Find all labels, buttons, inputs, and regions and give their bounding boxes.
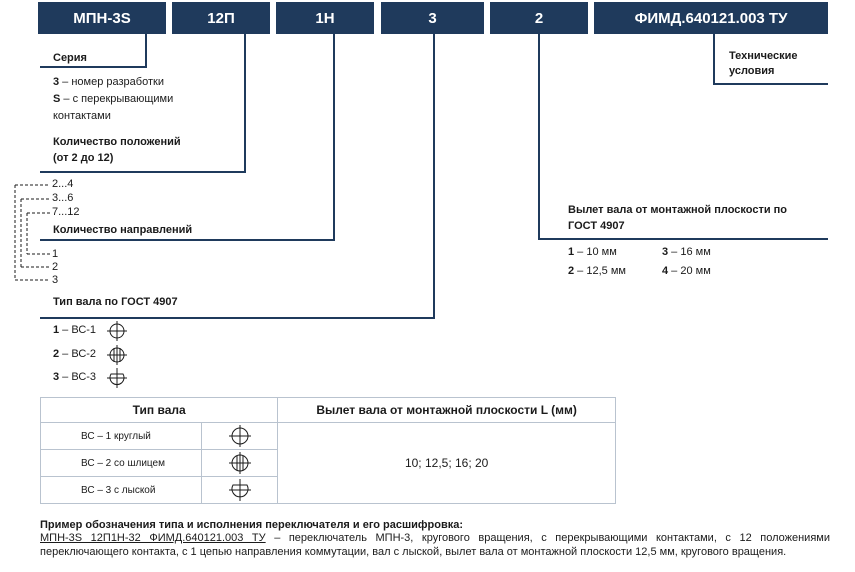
table-cell-icon-2	[202, 450, 278, 477]
shaft-type-option-1	[53, 323, 96, 338]
connector-directions-h	[40, 239, 335, 241]
connector-series	[145, 34, 147, 67]
header-box-positions: 12П	[172, 2, 270, 34]
extension-option-1	[568, 245, 617, 260]
series-title: Серия	[53, 52, 87, 64]
example-code: МПН-3S 12П1Н-32 ФИМД.640121.003 ТУ	[40, 532, 266, 544]
connector-tech	[713, 34, 715, 84]
direction-range-3: 7...12	[52, 206, 80, 218]
series-line2	[53, 92, 173, 107]
extension-option-4	[662, 264, 711, 279]
table-header-shaft-type: Тип вала	[41, 398, 278, 423]
extension-key-3: 3	[662, 246, 669, 258]
header-box-extension: 2	[490, 2, 588, 34]
shaft-type-option-2	[53, 347, 96, 362]
tech-conditions-label-1: Технические	[729, 50, 798, 62]
table-row	[41, 423, 616, 450]
flat-shaft-icon	[229, 479, 251, 501]
extension-key-2: 2	[568, 265, 575, 277]
connector-shaft-type-h	[40, 317, 435, 319]
connector-series-h	[40, 66, 147, 68]
header-box-directions: 1Н	[276, 2, 374, 34]
extension-option-2	[568, 264, 626, 279]
connector-directions	[333, 34, 335, 240]
series-line3: контактами	[53, 110, 111, 122]
series-key-3: 3	[53, 76, 60, 88]
extension-option-3	[662, 245, 711, 260]
extension-value-2: – 12,5 мм	[574, 265, 626, 277]
direction-range-2: 3...6	[52, 192, 74, 204]
extension-title-2: ГОСТ 4907	[568, 220, 625, 232]
series-desc-3: – номер разработки	[59, 76, 164, 88]
shaft-type-value-1: – ВС-1	[59, 324, 97, 336]
shaft-type-key-2: 2	[53, 348, 60, 360]
extension-title-1: Вылет вала от монтажной плоскости по	[568, 204, 788, 216]
shaft-spec-table	[40, 397, 616, 504]
shaft-type-key-1: 1	[53, 324, 60, 336]
connector-extension	[538, 34, 540, 239]
round-shaft-icon	[229, 425, 251, 447]
extension-key-4: 4	[662, 265, 669, 277]
connector-positions-h	[40, 171, 246, 173]
series-desc-s: – с перекрывающими	[60, 93, 174, 105]
extension-value-1: – 10 мм	[574, 246, 617, 258]
table-cell-shaft-3: ВС – 3 с лыской	[41, 477, 202, 504]
direction-count-1: 1	[52, 248, 59, 260]
connector-extension-h	[538, 238, 828, 240]
table-cell-shaft-1: ВС – 1 круглый	[41, 423, 202, 450]
shaft-type-value-2: – ВС-2	[59, 348, 97, 360]
header-box-series: МПН-3S	[38, 2, 166, 34]
extension-value-3: – 16 мм	[668, 246, 711, 258]
shaft-type-key-3: 3	[53, 371, 60, 383]
shaft-type-option-3	[53, 370, 96, 385]
series-key-s: S	[53, 93, 61, 105]
direction-count-3: 3	[52, 274, 59, 286]
shaft-type-value-3: – ВС-3	[59, 371, 97, 383]
header-box-tech-conditions: ФИМД.640121.003 ТУ	[594, 2, 828, 34]
table-cell-icon-3	[202, 477, 278, 504]
example-text	[40, 531, 830, 559]
extension-value-4: – 20 мм	[668, 265, 711, 277]
splined-shaft-icon	[107, 345, 127, 365]
table-header-extension: Вылет вала от монтажной плоскости L (мм)	[278, 398, 616, 423]
direction-range-1: 2...4	[52, 178, 74, 190]
header-box-shaft-type: 3	[381, 2, 484, 34]
directions-title: Количество направлений	[53, 224, 193, 236]
table-cell-values: 10; 12,5; 16; 20	[278, 423, 616, 504]
splined-shaft-icon	[229, 452, 251, 474]
tech-conditions-label-2: условия	[729, 65, 775, 77]
connector-positions	[244, 34, 246, 172]
connector-tech-h	[713, 83, 828, 85]
table-cell-icon-1	[202, 423, 278, 450]
connector-shaft-type	[433, 34, 435, 318]
positions-title: Количество положений	[53, 136, 181, 148]
direction-count-2: 2	[52, 261, 59, 273]
flat-shaft-icon	[107, 368, 127, 388]
shaft-type-title: Тип вала по ГОСТ 4907	[53, 296, 178, 308]
extension-key-1: 1	[568, 246, 575, 258]
positions-range: (от 2 до 12)	[53, 152, 114, 164]
example-description: – переключатель МПН-3, кругового вращения, с перекрывающими контактами, с 12 положениями переключающего контакта, с 1 цепью направления коммутации, вал с лыской, вылет вала от монтажной плоскости 12,5 мм, кругового вращения.	[40, 532, 830, 558]
round-shaft-icon	[107, 321, 127, 341]
example-title: Пример обозначения типа и исполнения переключателя и его расшифровка:	[40, 519, 464, 531]
table-cell-shaft-2: ВС – 2 со шлицем	[41, 450, 202, 477]
series-line1	[53, 75, 164, 90]
